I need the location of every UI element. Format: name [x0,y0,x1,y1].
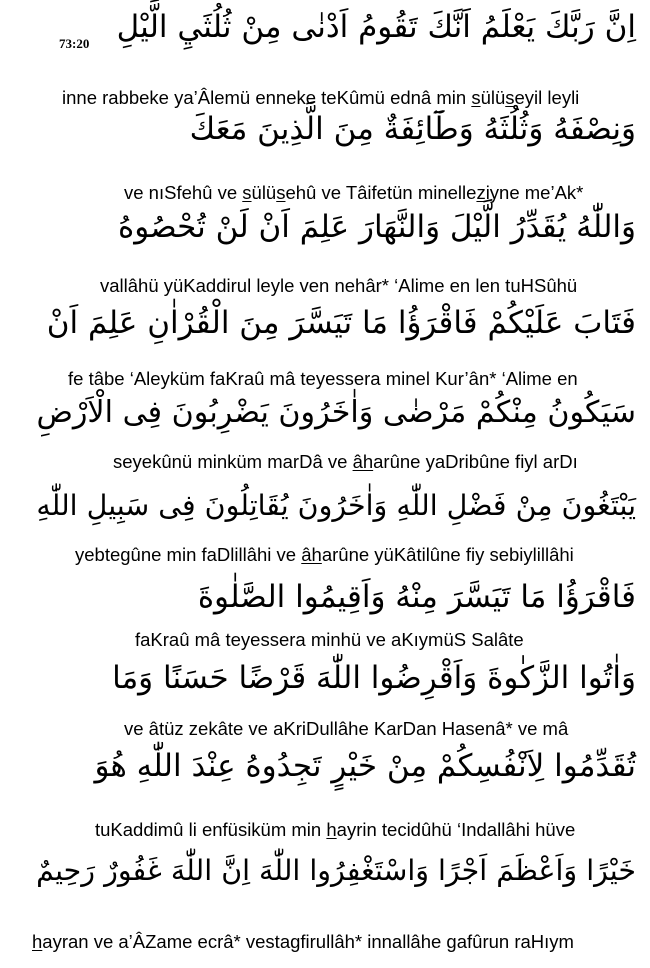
transliteration-text: inne rabbeke ya’Âlemü enneke teKûmü ednâ min [62,87,472,108]
transliteration-text: faKraû mâ teyessera minhü ve aKıymüS Salâte [135,629,524,650]
transliteration-text: seyekûnü minküm marDâ ve [113,451,353,472]
underlined-letter: âh [352,451,374,472]
transliteration-text: ayrin tecidûhü ‘Indallâhi hüve [336,819,576,840]
transliteration-line [68,367,578,391]
transliteration-text: ülü [251,182,277,203]
transliteration-text: ehû ve Tâifetün minelle [285,182,477,203]
underlined-letter: s [471,87,481,108]
arabic-line: فَتَابَ عَلَيْكُمْ فَاقْرَؤُا مَا تَيَسَّرَ مِنَ الْقُرْاٰنِ عَلِمَ اَنْ [46,305,636,341]
underlined-letter: h [326,819,337,840]
transliteration-line [135,628,524,652]
arabic-line: فَاقْرَؤُا مَا تَيَسَّرَ مِنْهُ وَاَقِيمُوا الصَّلٰوةَ [197,579,636,615]
transliteration-line [75,543,574,567]
transliteration-line [124,717,568,741]
transliteration-text: ayran ve a’ÂZame ecrâ* vestagfirullâh* innallâhe gafûrun raHıym [42,931,574,952]
underlined-letter: s [276,182,286,203]
transliteration-text: arûne yaDribûne fiyl arDı [373,451,578,472]
underlined-letter: h [32,931,43,952]
transliteration-text: fe tâbe ‘Aleyküm faKraû mâ teyessera minel Kur’ân* ‘Alime en [68,368,578,389]
underlined-letter: s [505,87,515,108]
transliteration-text: vallâhü yüKaddirul leyle ven nehâr* ‘Alime en len tuHSûhü [100,275,578,296]
arabic-line: سَيَكُونُ مِنْكُمْ مَرْضٰى وَاٰخَرُونَ يَضْرِبُونَ فِى الْاَرْضِ [36,395,636,430]
transliteration-line [62,86,579,110]
transliteration-text: eyil leyli [514,87,580,108]
transliteration-line [100,274,577,298]
transliteration-text: arûne yüKâtilûne fiy sebiylillâhi [321,544,574,565]
transliteration-text: ülü [480,87,506,108]
arabic-line: خَيْرًا وَاَعْظَمَ اَجْرًا وَاسْتَغْفِرُوا اللّٰهَ اِنَّ اللّٰهَ غَفُورٌ رَحِيمٌ [36,854,636,887]
underlined-letter: s [242,182,252,203]
transliteration-text: ve nıSfehû ve [124,182,243,203]
transliteration-text: ve âtüz zekâte ve aKriDullâhe KarDan Hasenâ* ve mâ [124,718,569,739]
transliteration-line [32,930,574,954]
arabic-line: وَنِصْفَهُ وَثُلُثَهُ وَطَٓائِفَةٌ مِنَ الَّذِينَ مَعَكَ [189,111,636,147]
transliteration-text: iyne me’Ak* [485,182,584,203]
transliteration-text: yebtegûne min faDlillâhi ve [75,544,302,565]
transliteration-text: tuKaddimû li enfüsiküm min [95,819,327,840]
underlined-letter: z [476,182,486,203]
arabic-line: تُقَدِّمُوا لِاَنْفُسِكُمْ مِنْ خَيْرٍ تَجِدُوهُ عِنْدَ اللّٰهِ هُوَ [94,748,636,784]
arabic-line: اِنَّ رَبَّكَ يَعْلَمُ اَنَّكَ تَقُومُ اَدْنٰى مِنْ ثُلُثَيِ الَّيْلِ [116,9,636,45]
verse-reference: 73:20 [59,36,90,51]
transliteration-line [124,181,583,205]
arabic-line: يَبْتَغُونَ مِنْ فَضْلِ اللّٰهِ وَاٰخَرُونَ يُقَاتِلُونَ فِى سَبِيلِ اللّٰهِ [36,489,636,522]
transliteration-line [95,818,575,842]
transliteration-line [113,450,578,474]
underlined-letter: âh [301,544,322,565]
arabic-line: وَاللّٰهُ يُقَدِّرُ الَّيْلَ وَالنَّهَارَ عَلِمَ اَنْ لَنْ تُحْصُوهُ [117,209,636,245]
arabic-line: وَاٰتُوا الزَّكٰوةَ وَاَقْرِضُوا اللّٰهَ قَرْضًا حَسَنًا وَمَا [112,660,636,696]
